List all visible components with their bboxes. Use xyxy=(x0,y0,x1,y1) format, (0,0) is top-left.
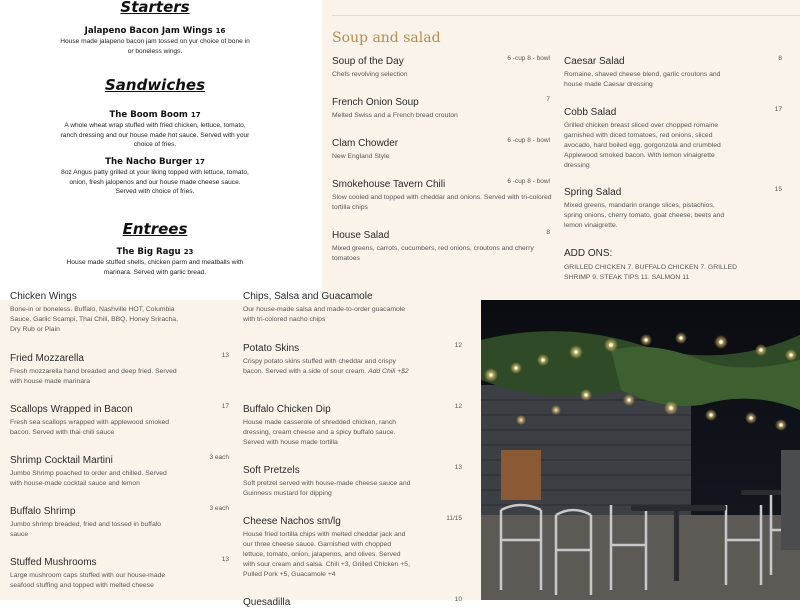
item-name: Stuffed Mushrooms xyxy=(10,557,97,568)
menu-item xyxy=(243,291,413,325)
item-price: 8 xyxy=(778,55,782,62)
item-price: 17 xyxy=(190,111,201,119)
menu-item xyxy=(10,506,180,540)
menu-item xyxy=(10,557,180,591)
item-price: 17 xyxy=(774,106,782,113)
menu-panel-soup-salad xyxy=(322,0,800,300)
item-price: 16 xyxy=(215,27,226,35)
item-price: 7 xyxy=(546,96,550,103)
menu-item xyxy=(10,353,180,387)
patio-photo-illustration xyxy=(481,300,800,600)
item-name: House Salad xyxy=(332,230,390,241)
item-name: Soup of the Day xyxy=(332,56,404,67)
entrees-heading: Entrees xyxy=(122,220,188,238)
item-description: House made jalapeno bacon jam tossed on yur choice of bone in or boneless wings. xyxy=(60,38,250,55)
item-name: Smokehouse Tavern Chili xyxy=(332,179,446,190)
item-description: House made stuffed shells, chicken parm and meatballs with marinara. Served with garlic bread. xyxy=(66,259,244,276)
menu-item xyxy=(60,247,250,277)
menu-item xyxy=(10,455,180,489)
item-price: 11/15 xyxy=(446,515,462,522)
item-price: 6 -cup 8 - bowl xyxy=(507,178,550,185)
item-price: 23 xyxy=(183,248,194,256)
menu-item xyxy=(332,97,552,121)
add-ons-text: GRILLED CHICKEN 7. BUFFALO CHICKEN 7. GRILLED SHRIMP 9. STEAK TIPS 11. SALMON 11 xyxy=(564,264,737,281)
divider xyxy=(332,15,800,16)
menu-item xyxy=(243,465,413,499)
item-description: Slow cooled and topped with cheddar and onions. Served with tri-colored tortilla chips xyxy=(332,194,552,211)
item-price: 6 -cup 8 - bowl xyxy=(507,55,550,62)
add-ons-title: ADD ONS: xyxy=(564,248,613,259)
item-name: Soft Pretzels xyxy=(243,465,300,476)
item-price: 12 xyxy=(454,342,462,349)
item-description: Our house-made salsa and made-to-order guacamole with tri-colored nacho chips xyxy=(243,306,406,323)
item-price: 17 xyxy=(195,158,205,166)
item-name: Scallops Wrapped in Bacon xyxy=(10,404,133,415)
item-name: Caesar Salad xyxy=(564,56,625,67)
item-price: 8 xyxy=(546,229,550,236)
item-name: Quesadilla xyxy=(243,597,291,608)
item-price: 3 each xyxy=(209,454,229,461)
item-name: The Big Ragu xyxy=(116,247,181,257)
item-description: Grilled chicken breast sliced over chopped romaine garnished with diced tomatoes, red onions, sliced avocado, hard boiled egg, gorgonzola and crumbled Applewood smoked bacon. With lemon vinaigrette dressing xyxy=(564,122,721,169)
item-description: Mixed greens, carrots, cucumbers, red onions, croutons and cherry tomatoes xyxy=(332,245,534,262)
item-description: Soft pretzel served with house-made cheese sauce and Guinness mustard for dipping xyxy=(243,480,411,497)
add-ons xyxy=(564,248,744,283)
item-name: Spring Salad xyxy=(564,187,622,198)
menu-item xyxy=(564,107,729,171)
item-description: Large mushroom caps stuffed with our house-made seafood stuffing and topped with melted cheese xyxy=(10,572,166,589)
item-description: New England Style xyxy=(332,153,390,160)
item-price: 10 xyxy=(454,596,462,603)
item-description: Jumbo shrimp breaded, fried and tossed in buffalo sauce xyxy=(10,521,162,538)
item-description: Romaine, shaved cheese blend, garlic croutons and house made Caesar dressing xyxy=(564,71,721,88)
item-name: French Onion Soup xyxy=(332,97,419,108)
menu-item xyxy=(60,157,250,197)
item-name: Chicken Wings xyxy=(10,291,77,302)
menu-panel-starters xyxy=(0,0,322,300)
item-name: Buffalo Shrimp xyxy=(10,506,76,517)
item-price: 13 xyxy=(454,464,462,471)
item-description: Chefs revolving selection xyxy=(332,71,408,78)
item-description: House fried tortilla chips with melted cheddar jack and our three cheese sauce. Garnished with chopped lettuce, tomato, onion, jalapenos, and olives. Served with sour cream and salsa. Chili +3, Grilled Chicken +5, Pulled Pork +5, Guacamole +4 xyxy=(243,531,410,578)
menu-item xyxy=(10,404,180,438)
item-price: 12 xyxy=(454,403,462,410)
menu-item xyxy=(243,597,413,608)
menu-item xyxy=(243,404,413,448)
item-description: Bone-in or boneless. Buffalo, Nashville HOT, Columbia Sauce, Garlic Scampi, Thai Chili, BBQ, Honey Sriracha, Dry Rub or Plain xyxy=(10,306,178,333)
item-name: Buffalo Chicken Dip xyxy=(243,404,331,415)
item-price: 13 xyxy=(221,352,229,359)
item-addon-note: Add Chili +$2 xyxy=(368,368,409,375)
item-description: Melted Swiss and a French bread crouton xyxy=(332,112,458,119)
item-description: Jumbo Shrimp poached to order and chilled. Served with house-made cocktail sauce and lemon xyxy=(10,470,167,487)
patio-floor xyxy=(481,515,800,600)
menu-item xyxy=(564,56,729,90)
patio-photo xyxy=(481,300,800,600)
item-name: Jalapeno Bacon Jam Wings xyxy=(84,26,213,36)
menu-panel-appetizers xyxy=(0,291,481,608)
menu-item xyxy=(564,187,729,231)
menu-item xyxy=(243,343,413,377)
item-name: Clam Chowder xyxy=(332,138,399,149)
menu-item xyxy=(60,110,250,150)
wood-pile xyxy=(501,450,541,500)
menu-item xyxy=(332,230,552,264)
item-price: 15 xyxy=(774,186,782,193)
starters-heading: Starters xyxy=(120,0,190,16)
item-price: 3 each xyxy=(209,505,229,512)
item-description: House made casserole of shredded chicken, ranch dressing, cream cheese and a spicy buffalo sauce. Served with house made tortilla xyxy=(243,419,397,446)
menu-item xyxy=(243,516,413,580)
item-name: Potato Skins xyxy=(243,343,300,354)
item-price: 13 xyxy=(221,556,229,563)
item-name: The Nacho Burger xyxy=(105,157,193,167)
section-title: Soup and salad xyxy=(332,30,441,46)
support-post xyxy=(781,450,800,550)
item-name: Cheese Nachos sm/lg xyxy=(243,516,341,527)
item-description: 8oz Angus patty grilled ot your liking topped with lettuce, tomato, onion, fresh jalopenos and our house made cheese sauce. Served with choice of fries. xyxy=(61,169,249,196)
menu-item xyxy=(60,26,250,56)
item-name: Shrimp Cocktail Martini xyxy=(10,455,113,466)
sandwiches-heading: Sandwiches xyxy=(104,76,205,94)
item-price: 17 xyxy=(221,403,229,410)
item-description: A whole wheat wrap stuffed with fried chicken, lettuce, tomato, ranch dressing and our house made hot sauce. Served with your choice of fries. xyxy=(60,122,250,149)
item-name: Fried Mozzarella xyxy=(10,353,84,364)
item-description: Mixed greens, mandarin orange slices, pistachios, spring onions, cherry tomato, goat cheese, beets and lemon vinaigrette. xyxy=(564,202,725,229)
item-name: Cobb Salad xyxy=(564,107,617,118)
item-name: Chips, Salsa and Guacamole xyxy=(243,291,373,302)
item-description: Fresh sea scallops wrapped with applewood smoked bacon. Served with thai chili sauce xyxy=(10,419,170,436)
item-price: 6 -cup 8 - bowl xyxy=(507,137,550,144)
item-description: Fresh mozzarella hand breaded and deep fried. Served with house made marinara xyxy=(10,368,177,385)
item-description: Crispy potato skins stuffed with cheddar and crispy bacon. Served with a side of sour cream. xyxy=(243,358,396,375)
menu-item xyxy=(10,291,180,335)
item-name: The Boom Boom xyxy=(109,110,188,120)
